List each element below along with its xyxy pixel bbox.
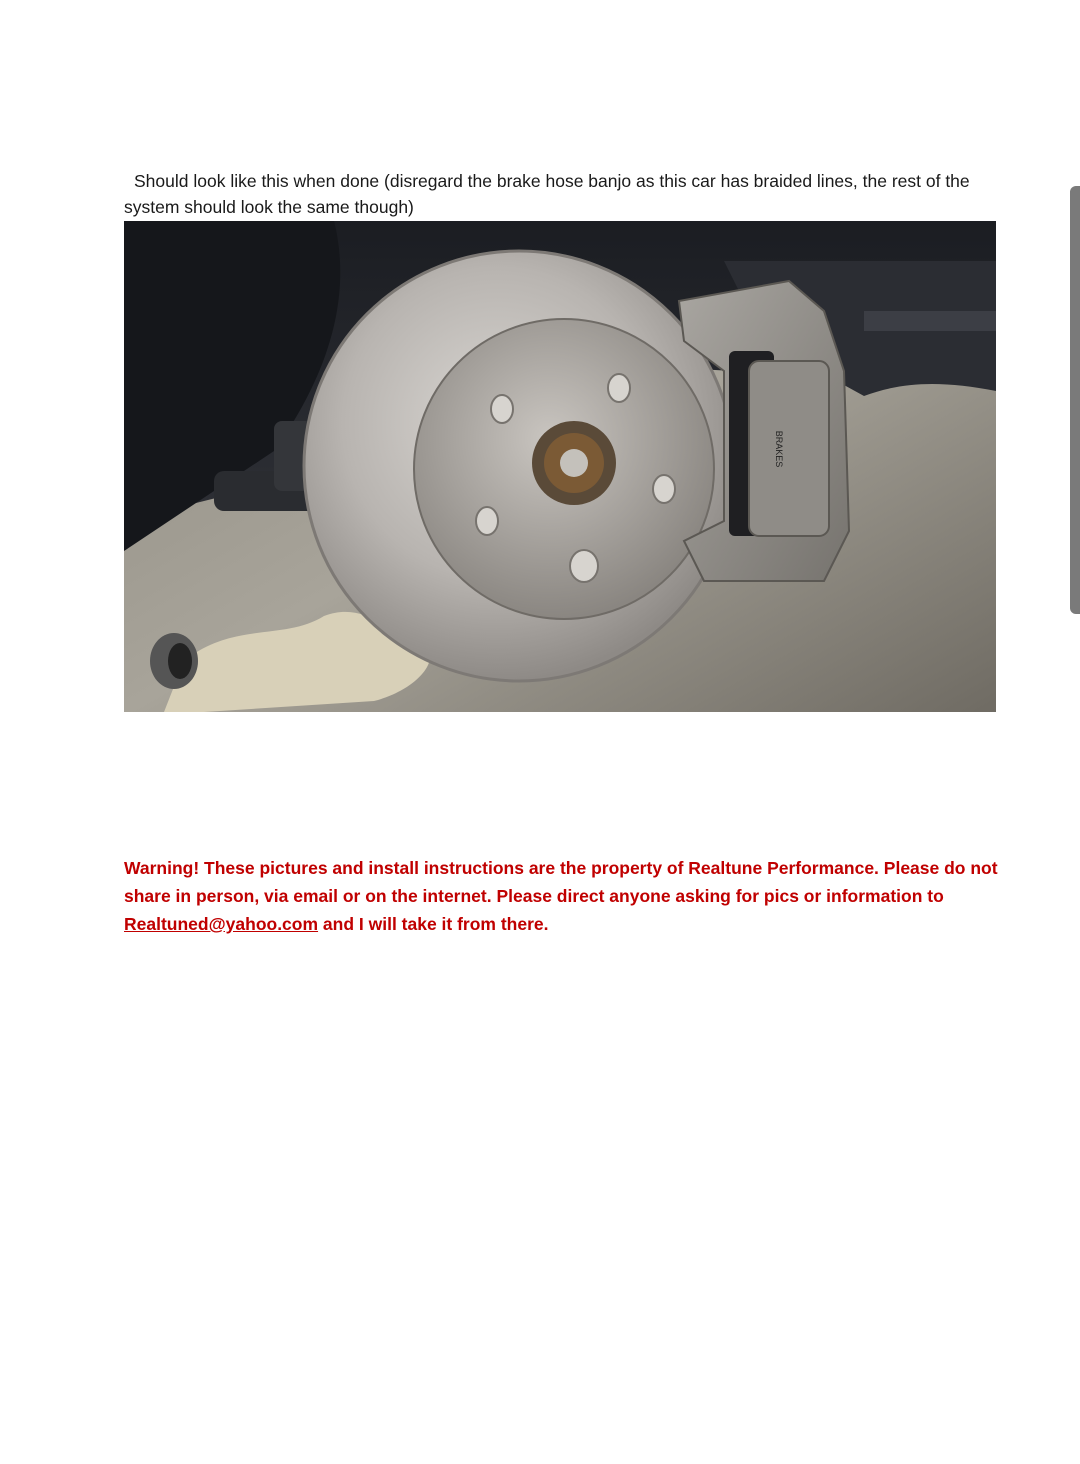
caliper-label: BRAKES <box>774 430 784 468</box>
brake-rotor-illustration <box>124 221 996 712</box>
photo-caption: Should look like this when done (disregard the brake hose banjo as this car has braided lines, the rest of the system should look the same though) <box>124 171 970 217</box>
scrollbar-thumb[interactable] <box>1070 186 1080 614</box>
email-link[interactable]: Realtuned@yahoo.com <box>124 914 319 934</box>
warning-text: Warning! These pictures and install instructions are the property of Realtune Performance. Please do not share in person, via email or on the internet. Please direct anyone asking for pics or information to <box>124 858 998 906</box>
brake-rotor-photo <box>124 221 996 712</box>
copyright-warning <box>124 854 1004 938</box>
warning-text-end: and I will take it from there. <box>318 914 549 934</box>
